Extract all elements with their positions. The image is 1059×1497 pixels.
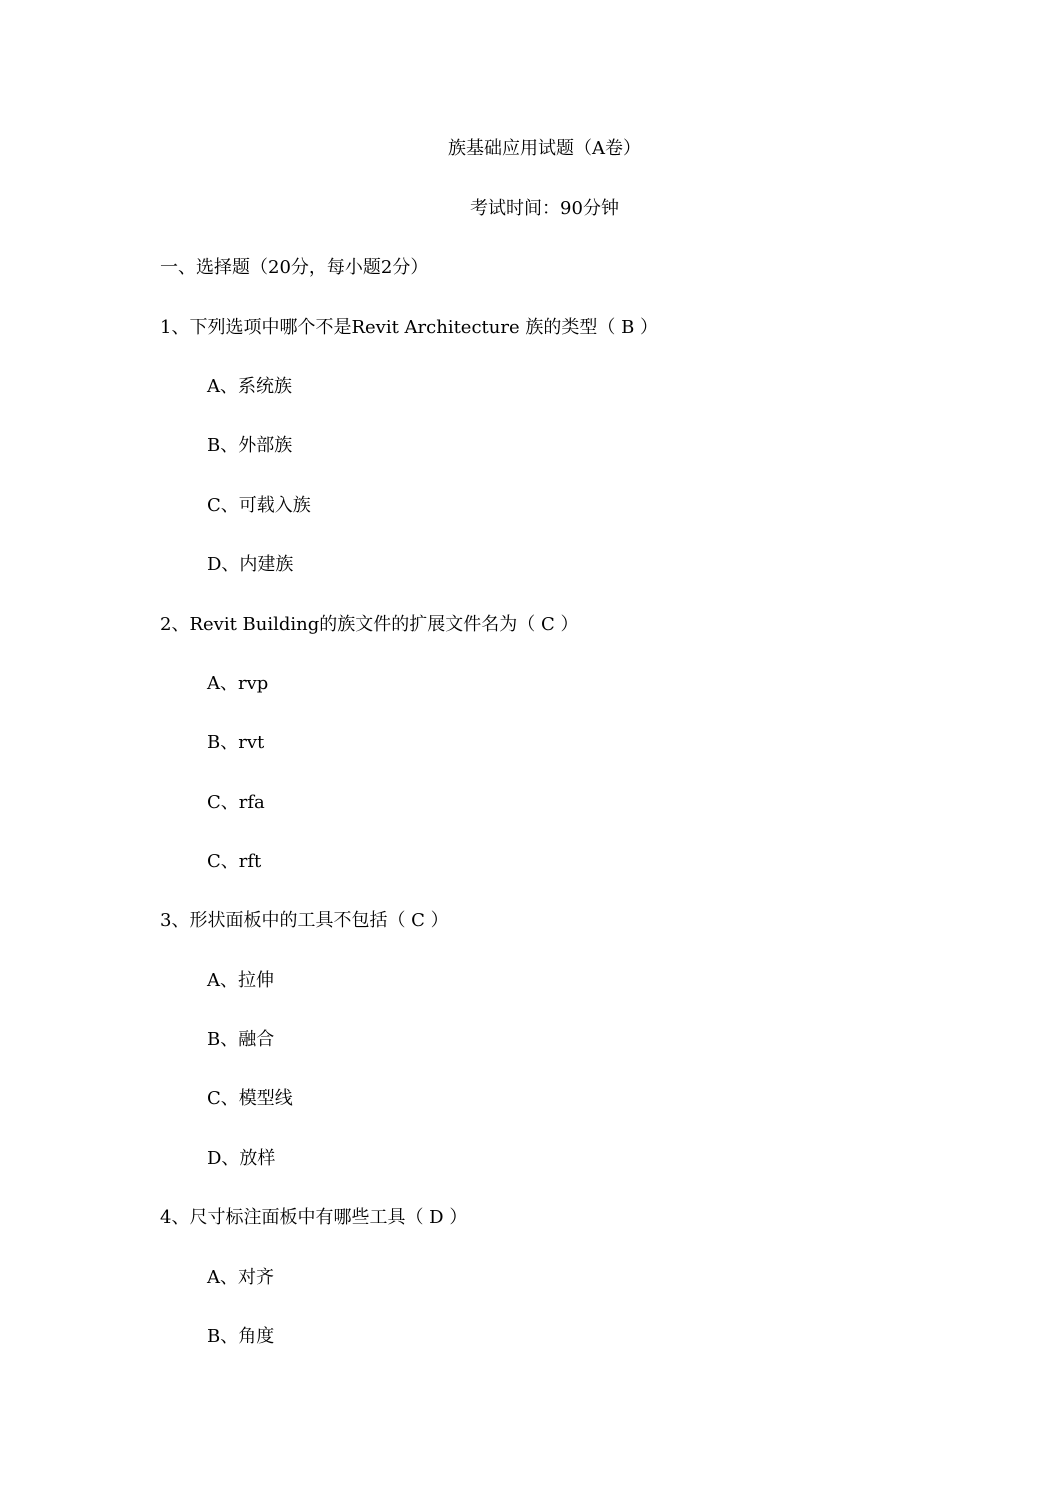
question-4-option-a: A、对齐 (207, 1267, 274, 1288)
question-3-option-b: B、融合 (207, 1029, 275, 1050)
question-2-option-a: A、rvp (207, 673, 269, 694)
question-3-option-d: D、放样 (207, 1148, 276, 1169)
question-4: 4、尺寸标注面板中有哪些工具（ D ） (160, 1207, 468, 1228)
question-2-option-c: C、rfa (207, 792, 265, 813)
question-3-option-a: A、拉伸 (207, 970, 274, 991)
question-2: 2、Revit Building的族文件的扩展文件名为（ C ） (160, 614, 579, 635)
question-1-option-b: B、外部族 (207, 435, 293, 456)
question-3-option-c: C、模型线 (207, 1088, 293, 1109)
question-1: 1、下列选项中哪个不是Revit Architecture 族的类型（ B ） (160, 317, 659, 338)
exam-time: 考试时间：90分钟 (470, 198, 619, 219)
question-1-option-d: D、内建族 (207, 554, 294, 575)
question-3: 3、形状面板中的工具不包括（ C ） (160, 910, 449, 931)
question-2-option-d: C、rft (207, 851, 262, 872)
section-heading: 一、选择题（20分，每小题2分） (160, 257, 429, 278)
document-title: 族基础应用试题（A卷） (448, 138, 641, 159)
question-2-option-b: B、rvt (207, 732, 265, 753)
question-1-option-a: A、系统族 (207, 376, 292, 397)
question-1-option-c: C、可载入族 (207, 495, 311, 516)
question-4-option-b: B、角度 (207, 1326, 275, 1347)
